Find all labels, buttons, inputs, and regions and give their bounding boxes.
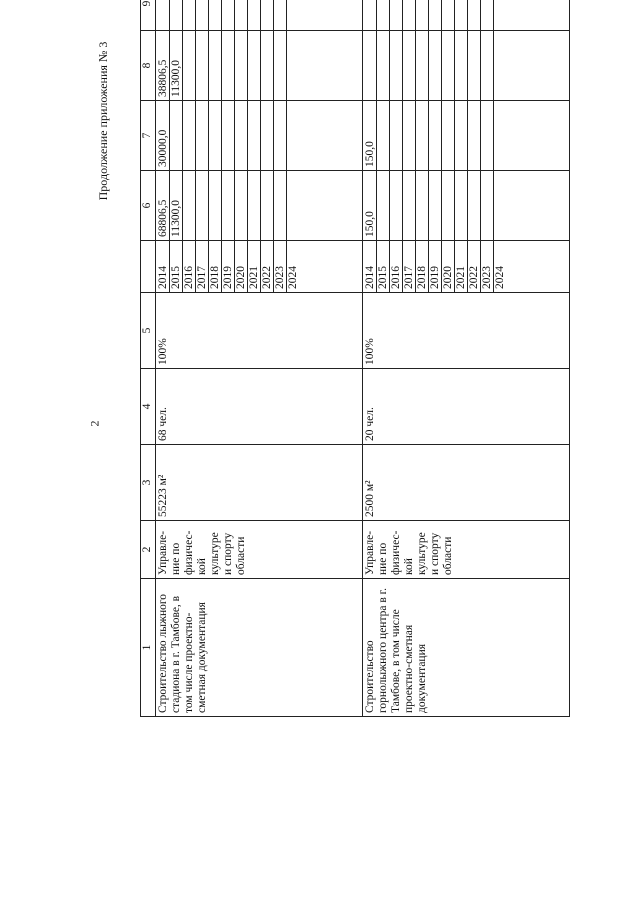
header-cell: 1: [141, 579, 156, 717]
value-line: [416, 101, 429, 170]
value-line: [248, 171, 261, 240]
value-line: [274, 171, 287, 240]
value-line: [429, 171, 442, 240]
value-line: [196, 31, 209, 100]
value-line: [377, 171, 390, 240]
value-line: [157, 0, 170, 30]
continuation-title-text: Продолжение приложения № 3: [96, 41, 110, 201]
value-line: [196, 101, 209, 170]
header-cell: 2: [141, 521, 156, 579]
value-line: [261, 31, 274, 100]
table-row: [363, 0, 570, 717]
value-line: [442, 0, 455, 30]
value-line: [390, 31, 403, 100]
year-line: 2017: [403, 241, 416, 292]
value-line: [209, 101, 222, 170]
year-line: 2022: [468, 241, 481, 292]
value-cell: [156, 101, 363, 171]
value-line: [403, 101, 416, 170]
area-cell: 2500 м²: [363, 445, 570, 521]
value-line: [494, 31, 506, 100]
value-line: [274, 31, 287, 100]
header-cell: 9: [141, 0, 156, 31]
value-line: [222, 31, 235, 100]
value-line: [416, 0, 429, 30]
header-cell: 7: [141, 101, 156, 171]
value-line: [287, 171, 299, 240]
value-line: [261, 101, 274, 170]
value-line: [468, 31, 481, 100]
value-line: 30000,0: [157, 101, 170, 170]
value-line: [222, 0, 235, 30]
year-line: 2015: [170, 241, 183, 292]
year-line: 2016: [390, 241, 403, 292]
value-line: [455, 0, 468, 30]
value-line: 11300,0: [170, 31, 183, 100]
rotated-table-wrapper: [140, 0, 570, 717]
value-line: [274, 0, 287, 30]
year-line: 2021: [248, 241, 261, 292]
value-line: [235, 171, 248, 240]
value-line: [403, 31, 416, 100]
value-line: [274, 101, 287, 170]
value-line: [364, 0, 377, 30]
value-line: [364, 31, 377, 100]
appendix-table: [140, 0, 570, 717]
year-line: 2014: [364, 241, 377, 292]
percent-cell: 100%: [156, 293, 363, 369]
value-cell: [156, 171, 363, 241]
value-line: [183, 0, 196, 30]
table-row: [156, 0, 363, 717]
value-line: [248, 31, 261, 100]
year-line: 2019: [222, 241, 235, 292]
value-line: 38806,5: [157, 31, 170, 100]
value-line: [494, 101, 506, 170]
value-line: 11300,0: [170, 171, 183, 240]
value-cell: [156, 0, 363, 31]
value-line: [429, 0, 442, 30]
value-line: [390, 171, 403, 240]
value-cell: [156, 31, 363, 101]
value-line: [416, 171, 429, 240]
value-line: [494, 171, 506, 240]
value-line: [183, 31, 196, 100]
value-line: [468, 0, 481, 30]
value-line: [442, 31, 455, 100]
area-cell: 55223 м²: [156, 445, 363, 521]
value-line: [183, 171, 196, 240]
year-line: 2020: [442, 241, 455, 292]
value-line: [235, 101, 248, 170]
value-line: [468, 171, 481, 240]
value-line: [287, 0, 299, 30]
value-line: [442, 171, 455, 240]
executor-cell: Управле-ние по физичес-кой культуре и спорту области: [156, 521, 363, 579]
header-cell: 5: [141, 293, 156, 369]
header-cell: 6: [141, 171, 156, 241]
value-line: [481, 171, 494, 240]
page-number: 2: [87, 420, 102, 427]
years-cell: [363, 241, 570, 293]
value-line: 68806,5: [157, 171, 170, 240]
value-line: [183, 101, 196, 170]
value-line: [248, 101, 261, 170]
value-line: [261, 0, 274, 30]
value-line: [481, 31, 494, 100]
value-line: [403, 0, 416, 30]
people-cell: 20 чел.: [363, 369, 570, 445]
value-line: [455, 171, 468, 240]
value-cell: [363, 0, 570, 31]
header-cell: 3: [141, 445, 156, 521]
executor-cell: Управле-ние по физичес-кой культуре и спорту области: [363, 521, 570, 579]
value-line: [390, 0, 403, 30]
value-line: 150,0: [364, 101, 377, 170]
value-line: [494, 0, 506, 30]
value-cell: [363, 101, 570, 171]
value-line: [287, 101, 299, 170]
year-line: 2017: [196, 241, 209, 292]
value-line: [170, 0, 183, 30]
value-line: [235, 31, 248, 100]
value-cell: [363, 171, 570, 241]
year-line: 2019: [429, 241, 442, 292]
year-line: 2024: [494, 266, 506, 289]
value-line: [390, 101, 403, 170]
value-line: [222, 171, 235, 240]
year-line: 2016: [183, 241, 196, 292]
value-line: [455, 31, 468, 100]
value-line: [248, 0, 261, 30]
value-line: [377, 31, 390, 100]
year-line: 2021: [455, 241, 468, 292]
value-line: 150,0: [364, 171, 377, 240]
value-line: [222, 101, 235, 170]
percent-cell: 100%: [363, 293, 570, 369]
value-line: [196, 171, 209, 240]
header-cell: 4: [141, 369, 156, 445]
header-row: [141, 0, 156, 717]
value-line: [403, 171, 416, 240]
value-line: [442, 101, 455, 170]
value-line: [261, 171, 274, 240]
value-line: [287, 31, 299, 100]
value-line: [481, 101, 494, 170]
value-cell: [363, 31, 570, 101]
value-line: [209, 0, 222, 30]
object-name-cell: Строительство лыжного стадиона в г. Тамбове, в том числе проектно-сметная документация: [156, 579, 363, 717]
year-line: 2018: [209, 241, 222, 292]
year-line: 2020: [235, 241, 248, 292]
value-line: [209, 31, 222, 100]
value-line: [468, 101, 481, 170]
value-line: [377, 0, 390, 30]
header-cell: [141, 241, 156, 293]
header-cell: 8: [141, 31, 156, 101]
people-cell: 68 чел.: [156, 369, 363, 445]
value-line: [429, 101, 442, 170]
value-line: [209, 171, 222, 240]
year-line: 2023: [481, 241, 494, 292]
year-line: 2015: [377, 241, 390, 292]
value-line: [455, 101, 468, 170]
value-line: [196, 0, 209, 30]
year-line: 2022: [261, 241, 274, 292]
value-line: [377, 101, 390, 170]
year-line: 2023: [274, 241, 287, 292]
value-line: [481, 0, 494, 30]
object-name-cell: Строительство горнолыжного центра в г. Тамбове, в том числе проектно-сметная документация: [363, 579, 570, 717]
year-line: 2024: [287, 266, 299, 289]
value-line: [416, 31, 429, 100]
value-line: [235, 0, 248, 30]
year-line: 2014: [157, 241, 170, 292]
years-cell: [156, 241, 363, 293]
value-line: [170, 101, 183, 170]
year-line: 2018: [416, 241, 429, 292]
value-line: [429, 31, 442, 100]
